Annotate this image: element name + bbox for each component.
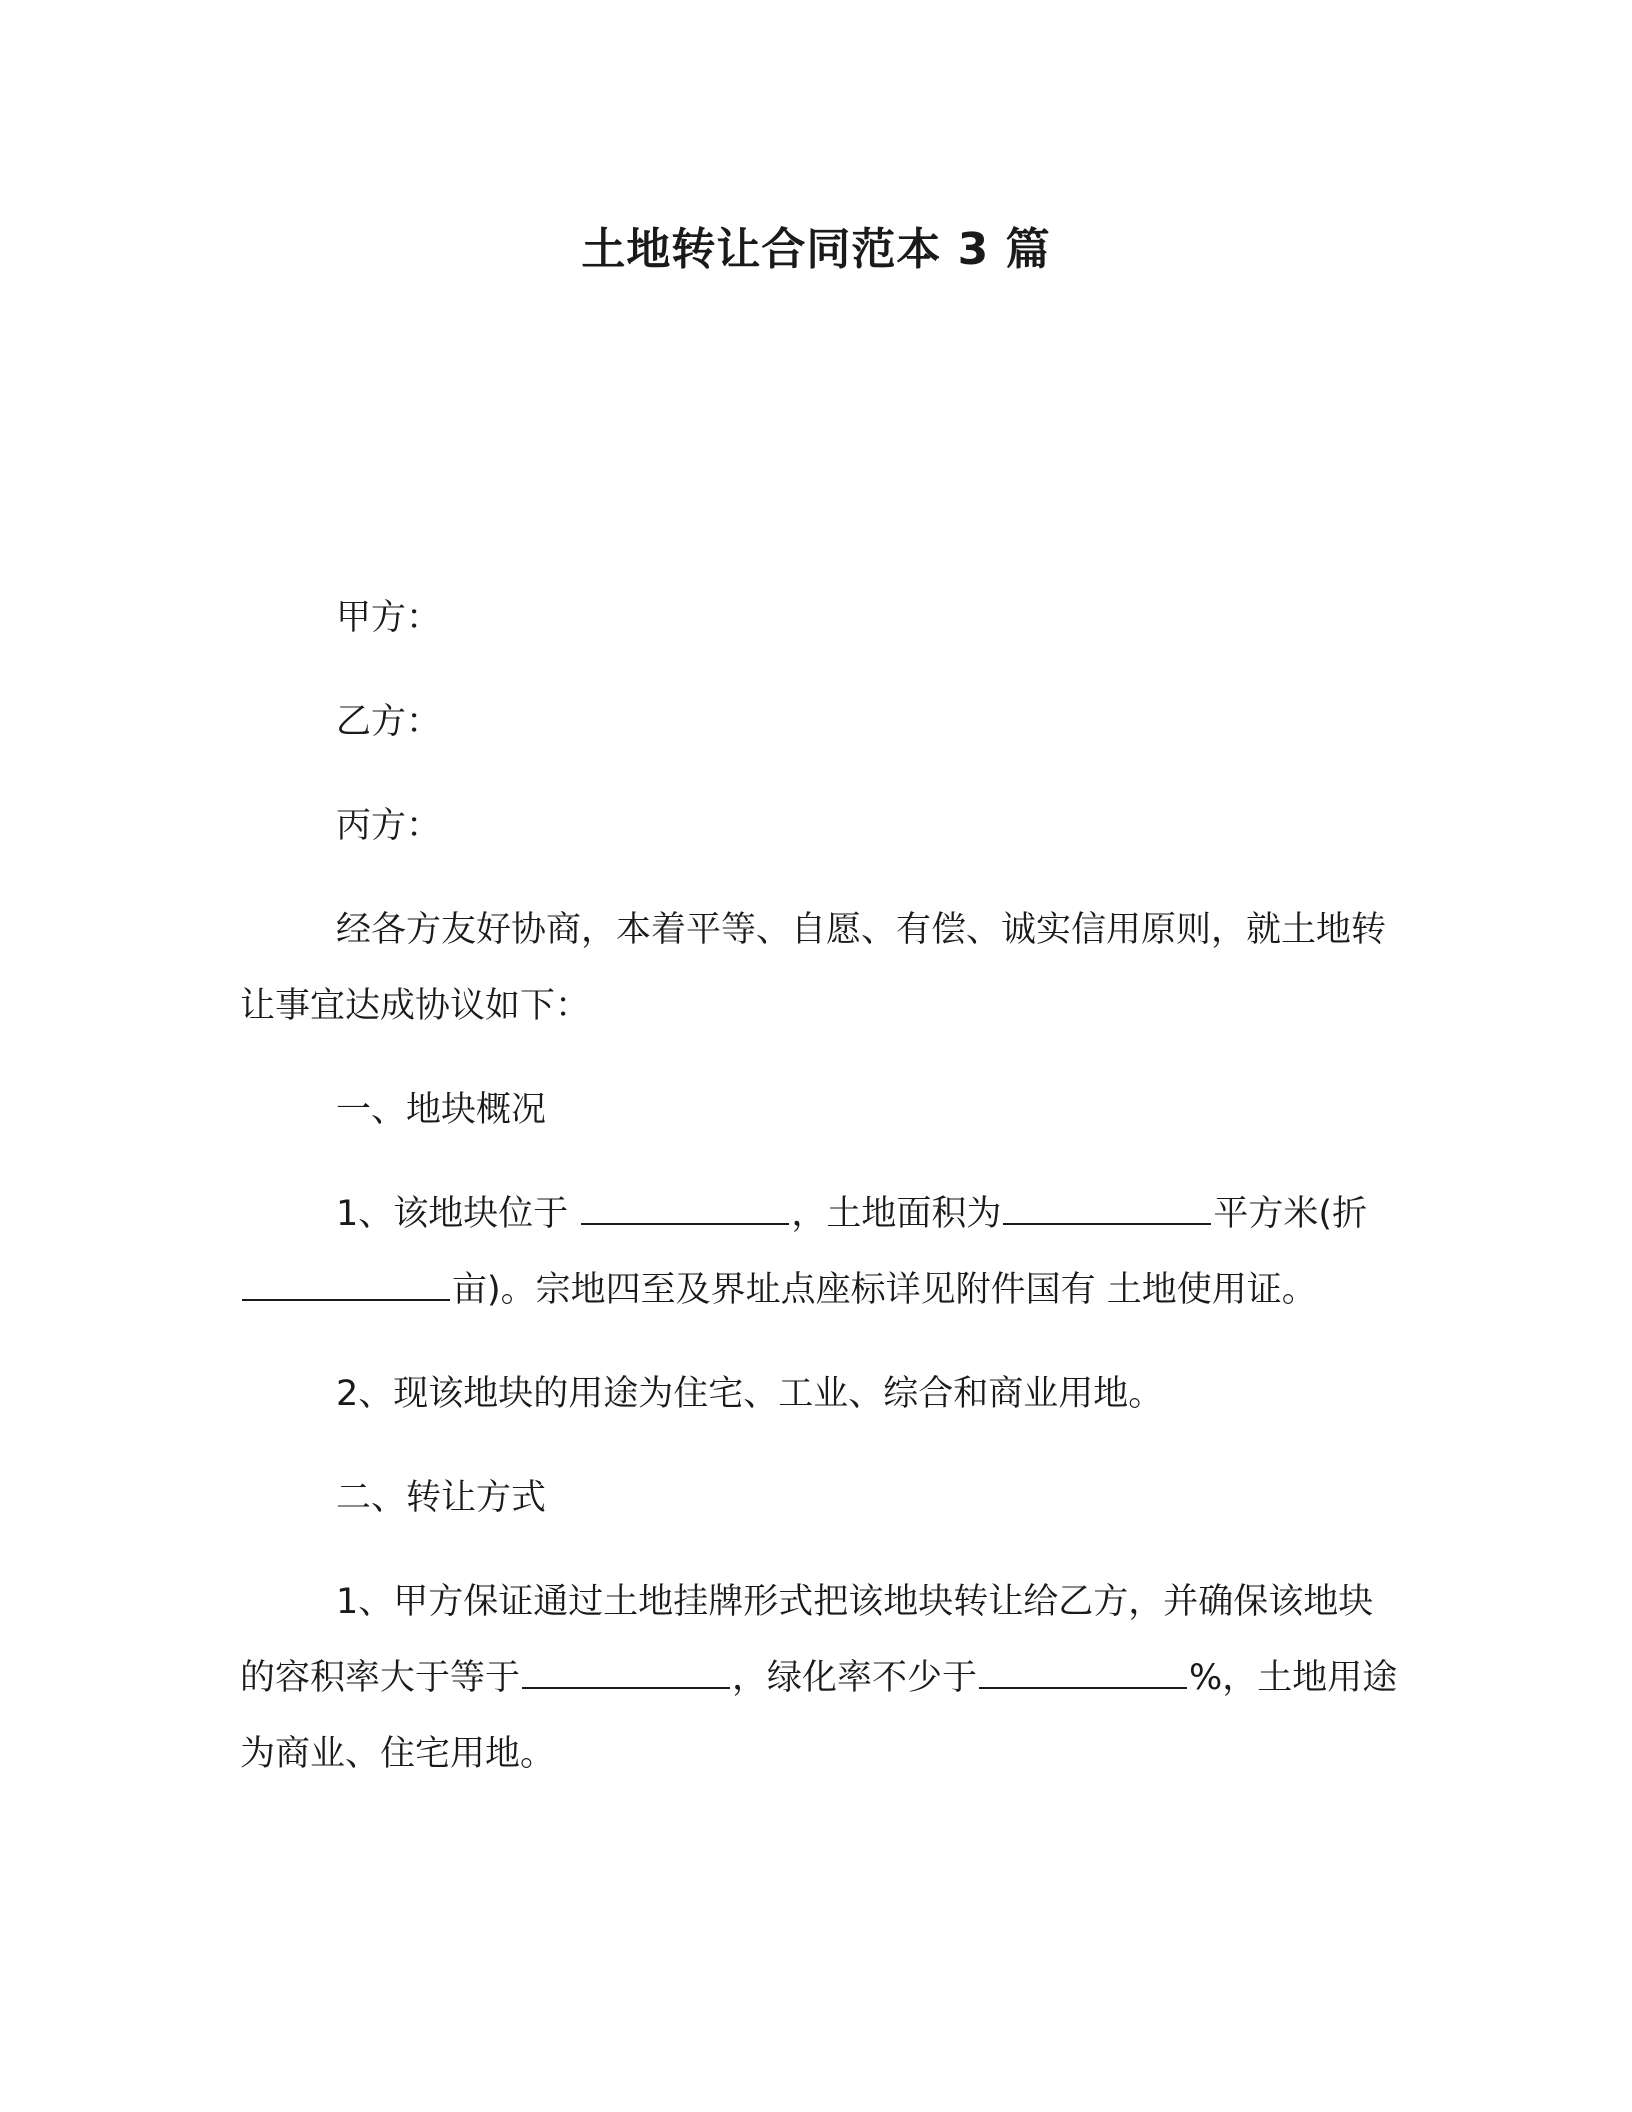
mu-blank bbox=[242, 1269, 450, 1301]
section1-item1-paragraph bbox=[240, 1176, 1400, 1328]
intro-paragraph: 经各方友好协商，本着平等、自愿、有偿、诚实信用原则，就土地转让事宜达成协议如下： bbox=[240, 910, 1387, 1026]
document-title: 土地转让合同范本 3 篇 bbox=[581, 224, 1051, 275]
party-b-line: 乙方： bbox=[336, 702, 442, 742]
party-a-line: 甲方： bbox=[336, 598, 442, 638]
location-blank bbox=[581, 1193, 789, 1225]
s1-item1-text-2: ，土地面积为 bbox=[791, 1194, 1002, 1234]
s1-item1-text-3: 平方米(折 bbox=[1213, 1194, 1368, 1234]
section-heading-1: 一、地块概况 bbox=[336, 1090, 547, 1130]
plot-ratio-blank bbox=[522, 1657, 730, 1689]
s1-item1-text-1: 1、该地块位于 bbox=[336, 1194, 580, 1234]
s1-item1-text-4: 亩)。宗地四至及界址点座标详见附件国有 土地使用证。 bbox=[452, 1270, 1317, 1310]
s2-item1-text-1: 1、甲方保证通过土地挂牌形式把该地块转让给乙方，并确保该地块的容积率大于等于 bbox=[240, 1582, 1374, 1698]
s2-item1-text-3: %，土地用途为商业、住宅用地。 bbox=[240, 1658, 1398, 1774]
area-blank bbox=[1003, 1193, 1211, 1225]
s2-item1-text-2: ，绿化率不少于 bbox=[732, 1658, 978, 1698]
green-rate-blank bbox=[979, 1657, 1187, 1689]
section1-item2-paragraph: 2、现该地块的用途为住宅、工业、综合和商业用地。 bbox=[336, 1374, 1164, 1414]
party-c-line: 丙方： bbox=[336, 806, 442, 846]
section-heading-2: 二、转让方式 bbox=[336, 1478, 547, 1518]
section2-item1-paragraph bbox=[240, 1564, 1400, 1792]
